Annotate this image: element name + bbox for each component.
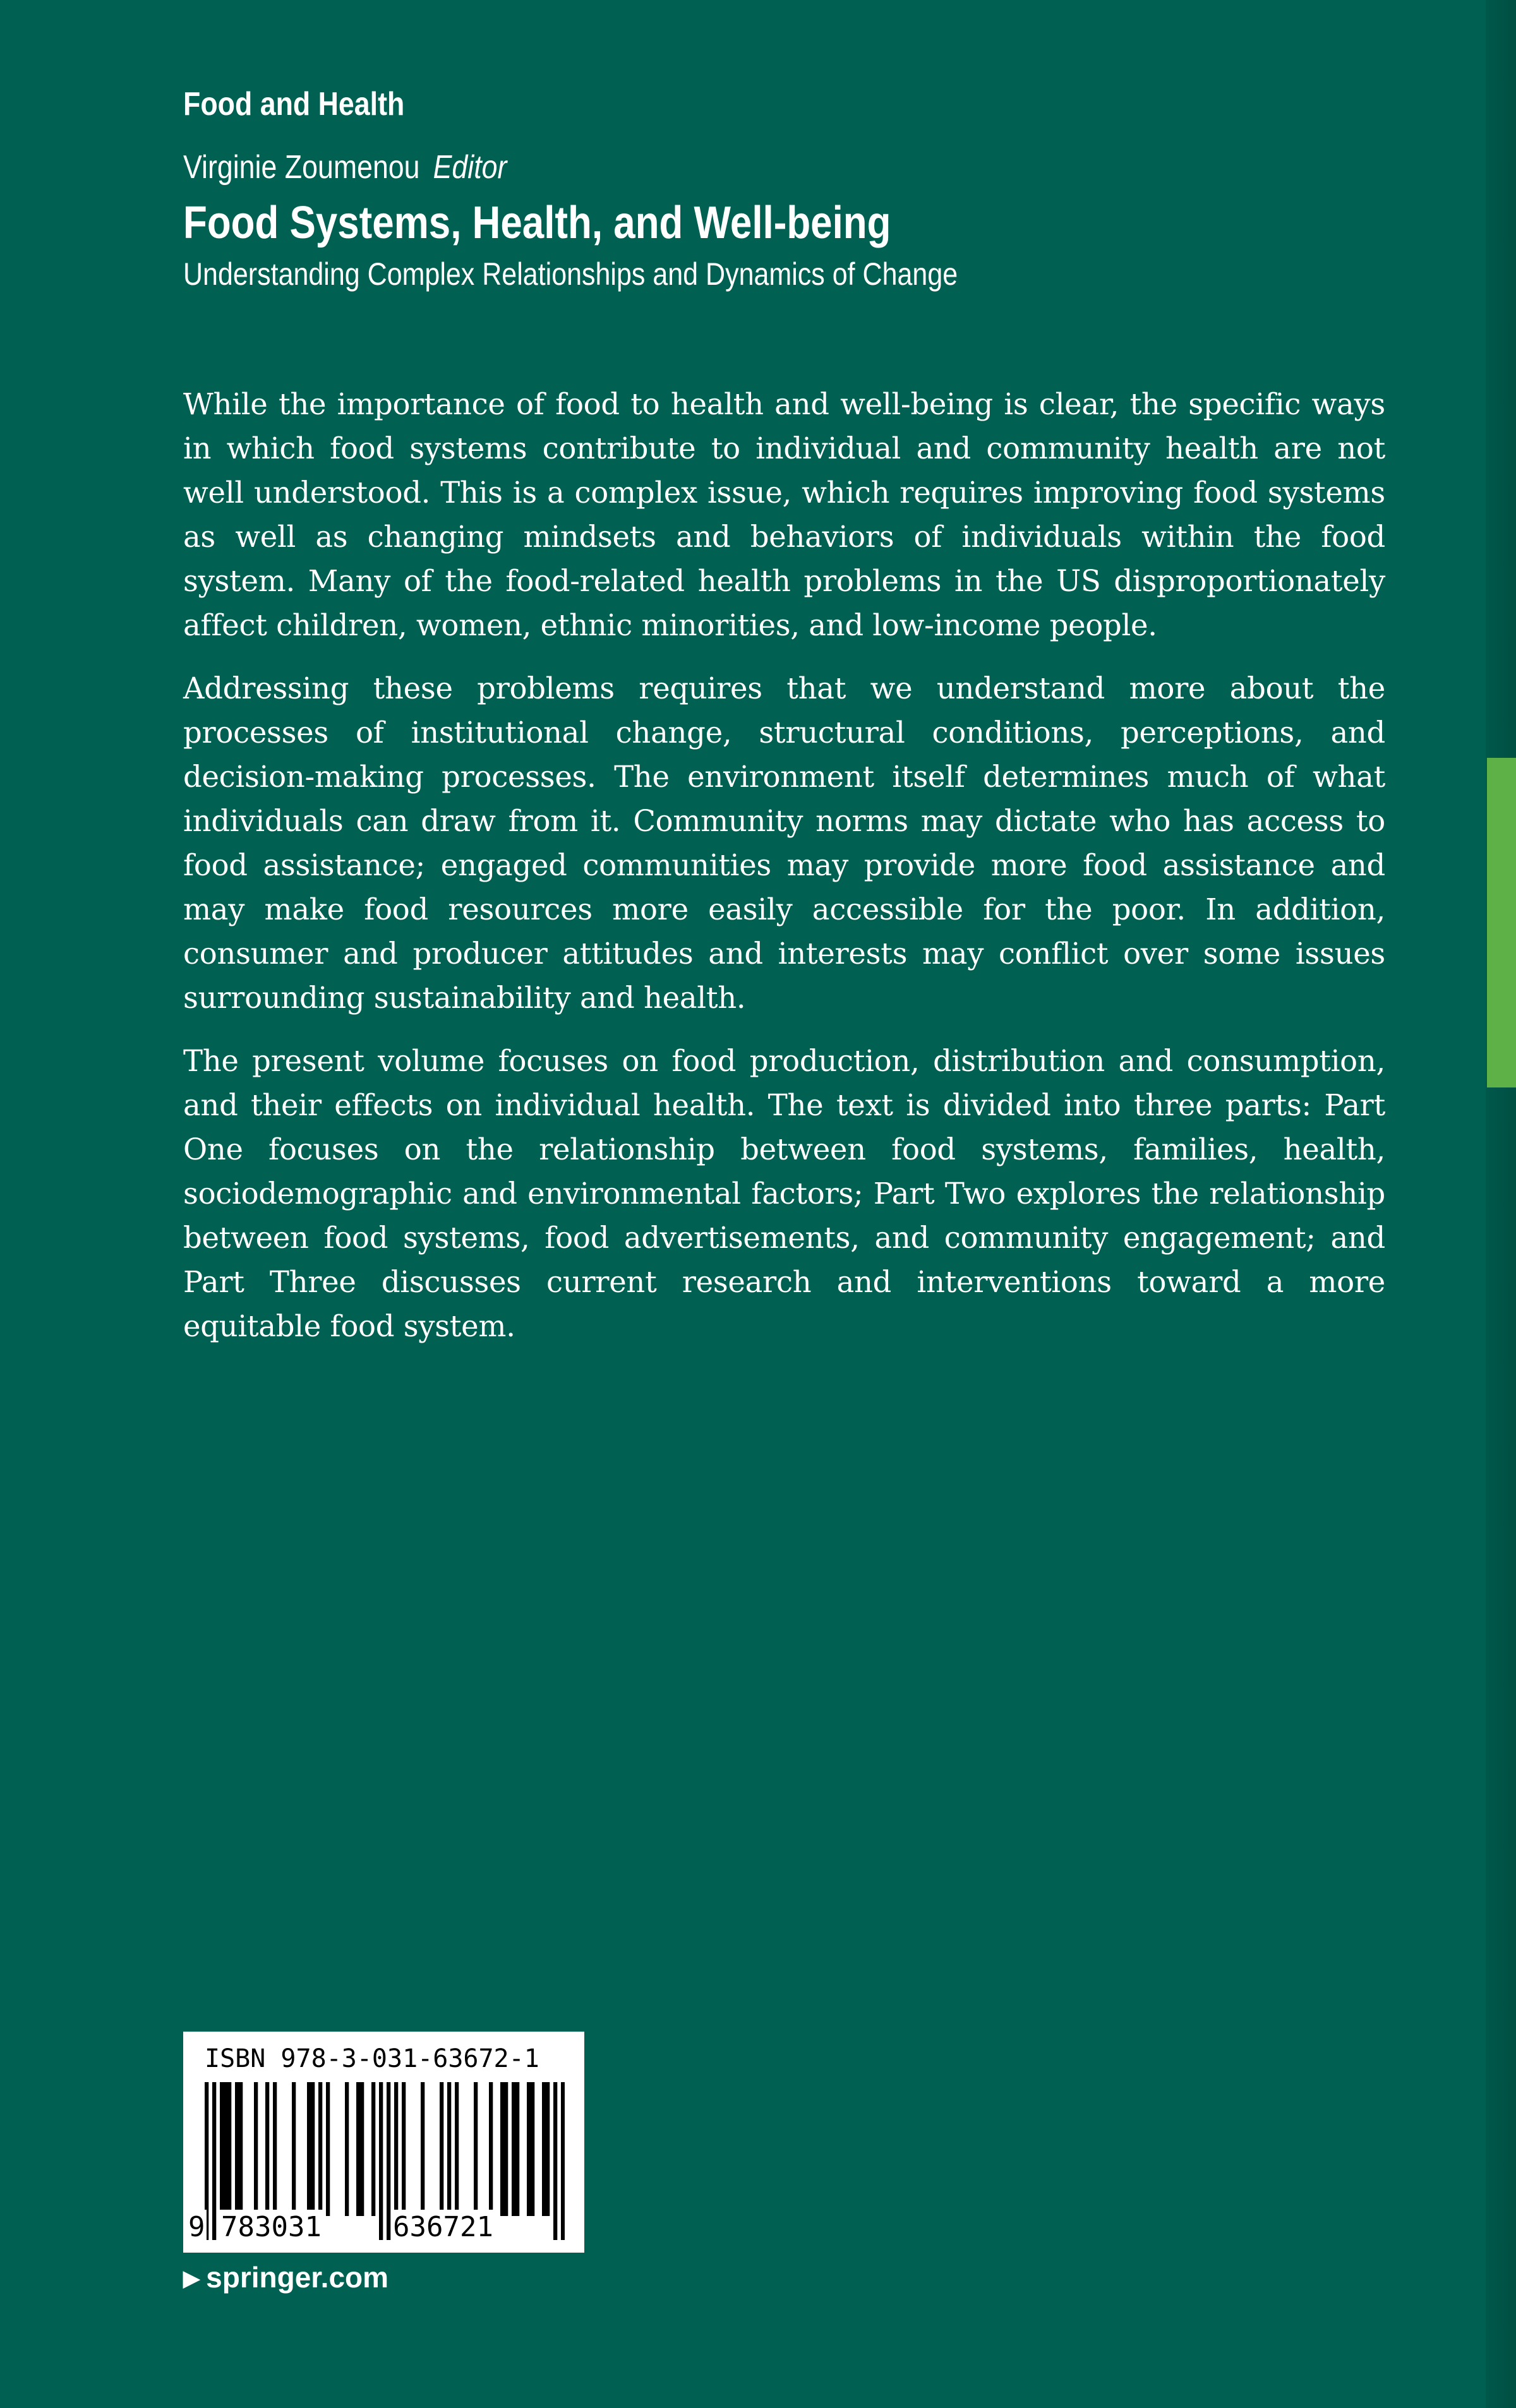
barcode-bar xyxy=(307,2082,311,2216)
barcode-bar xyxy=(360,2082,364,2216)
barcode-bar xyxy=(447,2082,451,2216)
description-paragraph: Addressing these problems requires that we understand more about the processes of institutional change, structural conditions, perceptions, and decision-making processes. The environment itself determines much of what individuals can draw from it. Community norms may dictate who has access to food assistance; engaged communities may provide more food assistance and may make food resources more easily accessible for the poor. In addition, consumer and producer attitudes and interests may conflict over some issues surrounding sustainability and health. xyxy=(183,671,1385,1015)
book-subtitle: Understanding Complex Relationships and Dynamics of Change xyxy=(183,256,958,292)
barcode-bar xyxy=(527,2082,531,2216)
description-paragraph: While the importance of food to health and well-being is clear, the specific ways in which food systems contribute to individual and community health are not well understood. This is a complex issue, which requires improving food systems as well as changing mindsets and behaviors of individuals within the food system. Many of the food-related health problems in the US disproportionately affect children, women, ethnic minorities, and low-income people. xyxy=(183,387,1385,642)
author-name: Virginie Zoumenou xyxy=(183,149,420,186)
barcode-bar xyxy=(474,2082,478,2216)
barcode-bar xyxy=(273,2082,277,2216)
barcode-bar xyxy=(311,2082,315,2216)
spine-accent-bar xyxy=(1487,758,1516,1087)
author-role: Editor xyxy=(433,149,507,186)
barcode-bar xyxy=(455,2082,459,2216)
barcode-bar xyxy=(504,2082,508,2216)
author-line xyxy=(183,145,1215,189)
barcode-bar xyxy=(489,2082,493,2216)
description-paragraph: The present volume focuses on food production, distribution and consumption, and their effects on individual health. The text is divided into three parts: Part One focuses on the relationship between food systems, families, health, sociodemographic and environmental factors; Part Two explores the relationship between food systems, food advertisements, and community engagement; and Part Three discusses current research and interventions toward a more equitable food system. xyxy=(183,1044,1385,1343)
barcode-digits xyxy=(183,2210,584,2248)
series-name: Food and Health xyxy=(183,86,405,123)
book-description xyxy=(183,382,1385,1367)
barcode-bar xyxy=(326,2082,330,2216)
barcode-bar xyxy=(542,2082,546,2216)
barcode-bar xyxy=(402,2082,406,2216)
isbn-barcode-box xyxy=(183,2032,584,2253)
cover-header xyxy=(183,82,1383,296)
barcode-bar xyxy=(546,2082,550,2216)
spine-edge xyxy=(1486,0,1516,2408)
barcode-bar xyxy=(531,2082,534,2216)
barcode-bar xyxy=(224,2082,227,2216)
barcode-bar xyxy=(394,2082,398,2216)
barcode-right-digits: 636721 xyxy=(392,2210,495,2245)
barcode-bar xyxy=(318,2082,322,2216)
publisher-link-label: springer.com xyxy=(206,2261,389,2294)
barcode-bar xyxy=(292,2082,296,2216)
barcode-bar xyxy=(371,2082,375,2216)
barcode-bar xyxy=(515,2082,519,2216)
play-arrow-icon: ▶ xyxy=(183,2267,200,2291)
isbn-label: ISBN 978-3-031-63672-1 xyxy=(205,2044,539,2073)
barcode-bar xyxy=(500,2082,504,2216)
book-title: Food Systems, Health, and Well-being xyxy=(183,198,891,248)
barcode-bar xyxy=(421,2082,424,2216)
barcode-bar xyxy=(440,2082,443,2216)
barcode-lead-digit: 9 xyxy=(187,2210,207,2245)
barcode-bar xyxy=(265,2082,269,2216)
barcode-bar xyxy=(235,2082,239,2216)
publisher-link[interactable] xyxy=(183,2257,388,2299)
barcode-bar xyxy=(220,2082,224,2216)
barcode-bar xyxy=(254,2082,258,2216)
barcode-bar xyxy=(512,2082,515,2216)
barcode-bar xyxy=(345,2082,349,2216)
barcode-bar xyxy=(356,2082,360,2216)
barcode-bar xyxy=(227,2082,231,2216)
barcode-left-digits: 783031 xyxy=(220,2210,323,2245)
barcode-bar xyxy=(239,2082,243,2216)
